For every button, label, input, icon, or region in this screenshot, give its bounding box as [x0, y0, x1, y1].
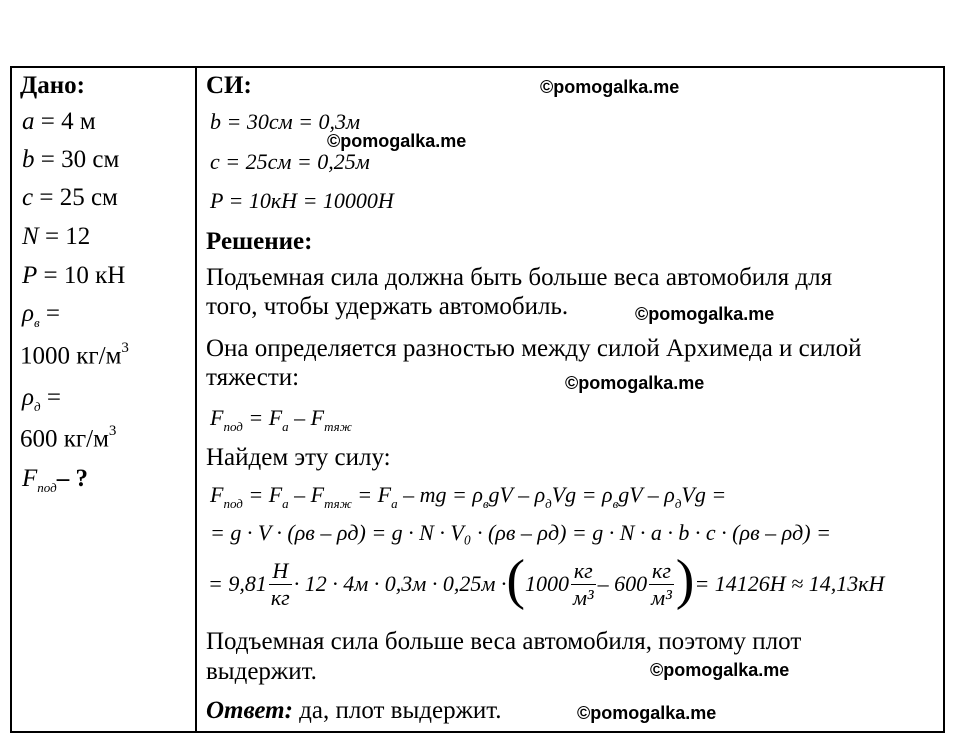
solution-para2-line1: Она определяется разностью между силой Архимеда и силой	[206, 335, 862, 362]
given-a: a = 4 м	[22, 108, 96, 135]
formula-line-c: = 9,81 $\frac{Н}{кг}$ · 12 · 4м · 0,3м · 0,25м · ( 1000 $\frac{кг}{\text{м³}}$ – 600 $\frac{кг}{\text{м³}}$ ) = 14126Н ≈ 14,13кН	[208, 549, 885, 611]
watermark: ©pomogalka.me	[540, 77, 680, 97]
fraction-kg-per-m3-1: $\frac{кг}{\text{м³}}$	[573, 557, 594, 610]
given-rho-wood-value: 600 $кг/м^3$	[20, 423, 117, 453]
given-p: P = 10 кН	[22, 262, 126, 289]
column-divider	[195, 66, 197, 733]
solution-para2-line2: тяжести:	[206, 364, 300, 391]
given-n: N = 12	[22, 223, 91, 250]
fraction-n-per-kg: $\frac{Н}{кг}$	[270, 557, 290, 610]
given-b: b = 30 см	[22, 146, 120, 173]
watermark: ©pomogalka.me	[650, 660, 790, 680]
conclusion-line2: выдержит.	[206, 658, 317, 685]
given-c: c = 25 см	[22, 184, 118, 211]
si-title: СИ:	[206, 72, 252, 99]
solution-para1-line2: того, чтобы удержать автомобиль.	[206, 293, 569, 320]
si-line-b: b = 30см = 0,3м	[210, 109, 361, 134]
given-title: Дано:	[20, 72, 85, 99]
given-rho-wood-symbol: $\rho_д$ =	[22, 384, 61, 414]
si-line-p: P = 10кН = 10000Н	[210, 188, 394, 213]
formula-line-b: = g · V · (ρв – ρд) = g · N · V₀ · (ρв – ρд) = g · N · a · b · c · (ρв – ρд) =	[210, 520, 831, 545]
left-paren: (	[506, 549, 526, 611]
watermark: ©pomogalka.me	[565, 373, 705, 393]
given-rho-water-value: 1000 $кг/м^3$	[20, 340, 129, 370]
conclusion-line1: Подъемная сила больше веса автомобиля, поэтому плот	[206, 628, 802, 655]
given-unknown: $F_{под}-$ ?	[22, 465, 88, 495]
given-rho-water-symbol: $\rho_в$ =	[22, 300, 61, 330]
right-paren: )	[675, 549, 695, 611]
watermark: ©pomogalka.me	[577, 703, 717, 723]
find-force-text: Найдем эту силу:	[206, 444, 391, 471]
watermark: ©pomogalka.me	[327, 131, 467, 151]
answer: Ответ: да, плот выдержит.	[206, 697, 502, 724]
watermark: ©pomogalka.me	[635, 304, 775, 324]
formula-lift-force: $F_{под} = F_a - F_{тяж}$	[210, 405, 352, 434]
fraction-kg-per-m3-2: $\frac{кг}{\text{м³}}$	[651, 557, 672, 610]
solution-para1-line1: Подъемная сила должна быть больше веса автомобиля для	[206, 264, 833, 291]
formula-line-a: $F_{под} = F_a - F_{тяж} = F_a$ – mg = $\rho_вgV - \rho_дVg = \rho_вgV - \rho_дVg$ =	[210, 482, 727, 511]
si-line-c: c = 25см = 0,25м	[210, 149, 370, 174]
solution-title: Решение:	[206, 228, 313, 255]
